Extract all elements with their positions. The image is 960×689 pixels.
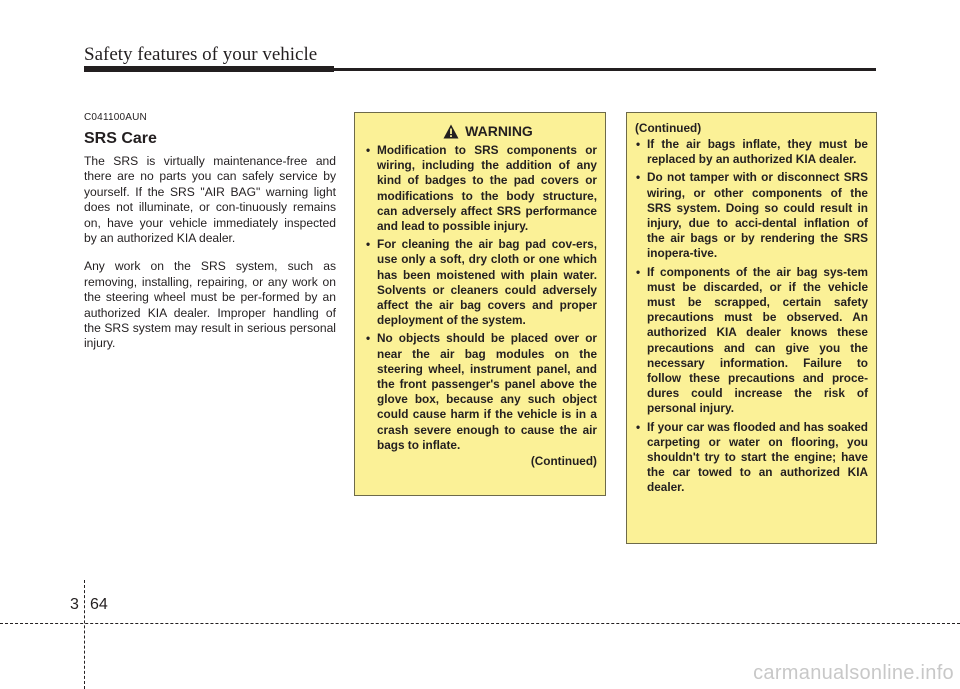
watermark: carmanualsonline.info: [753, 662, 954, 684]
left-column: [84, 112, 336, 365]
warning-triangle-icon: [443, 124, 459, 139]
warning-box-continued: [626, 112, 877, 544]
page-header-title: Safety features of your vehicle: [84, 44, 318, 65]
continued-label-top: (Continued): [635, 121, 702, 135]
body-paragraph: Any work on the SRS system, such as removing, installing, repairing, or any work on the steering wheel must be per-formed by an authorized KIA dealer. Improper handling of the SRS system may result in serious personal injury.: [84, 259, 336, 351]
warning-item: • For cleaning the air bag pad cov-ers, use only a soft, dry cloth or one which has been moistened with plain water. Solvents or cleaners could adversely affect the air bag covers and proper deployment of the system.: [365, 237, 597, 328]
warning-item: • If components of the air bag sys-tem must be discarded, or if the vehicle must be scrapped, certain safety precautions must be observed. An authorized KIA dealer knows these precautions and can give you the necessary information. Failure to follow these precautions and proce-dures could increase the risk of personal injury.: [635, 265, 868, 417]
warning-box: [354, 112, 606, 496]
continued-label: (Continued): [530, 454, 597, 469]
body-paragraph: The SRS is virtually maintenance-free and there are no parts you can safely service by yourself. If the SRS "AIR BAG" warning light does not illuminate, or con-tinuously remains on, have your vehicle immediately inspected by an authorized KIA dealer.: [84, 154, 336, 246]
warning-item: • Do not tamper with or disconnect SRS wiring, or other components of the SRS system. Doing so could result in injury, due to acci-dental inflation of the air bags or by rendering the SRS inopera-tive.: [635, 170, 868, 261]
warning-item: • If your car was flooded and has soaked carpeting or water on flooring, you shouldn't try to start the engine; have the car towed to an authorized KIA dealer.: [635, 420, 868, 496]
page-section-number: 3: [70, 596, 79, 613]
footer-rule: [0, 623, 960, 624]
warning-item: • No objects should be placed over or near the air bag modules on the steering wheel, instrument panel, and the front passenger's panel above the glove box, because any such object could cause harm if the vehicle is in a crash severe enough to cause the air bags to inflate.: [365, 331, 597, 453]
section-title: SRS Care: [84, 130, 157, 147]
footer-divider: [84, 580, 85, 689]
warning-item: • If the air bags inflate, they must be replaced by an authorized KIA dealer.: [635, 137, 868, 167]
header-rule: [84, 68, 876, 71]
page-number: 64: [90, 596, 108, 613]
warning-heading-label: WARNING: [465, 123, 533, 139]
warning-list: [365, 143, 597, 453]
warning-heading: [379, 123, 597, 139]
warning-list: [635, 137, 868, 496]
section-code: C041100AUN: [84, 112, 147, 123]
warning-item: • Modification to SRS components or wiring, including the addition of any kind of badges to the pad covers or modifications to the body structure, can adversely affect SRS performance and lead to possible injury.: [365, 143, 597, 234]
